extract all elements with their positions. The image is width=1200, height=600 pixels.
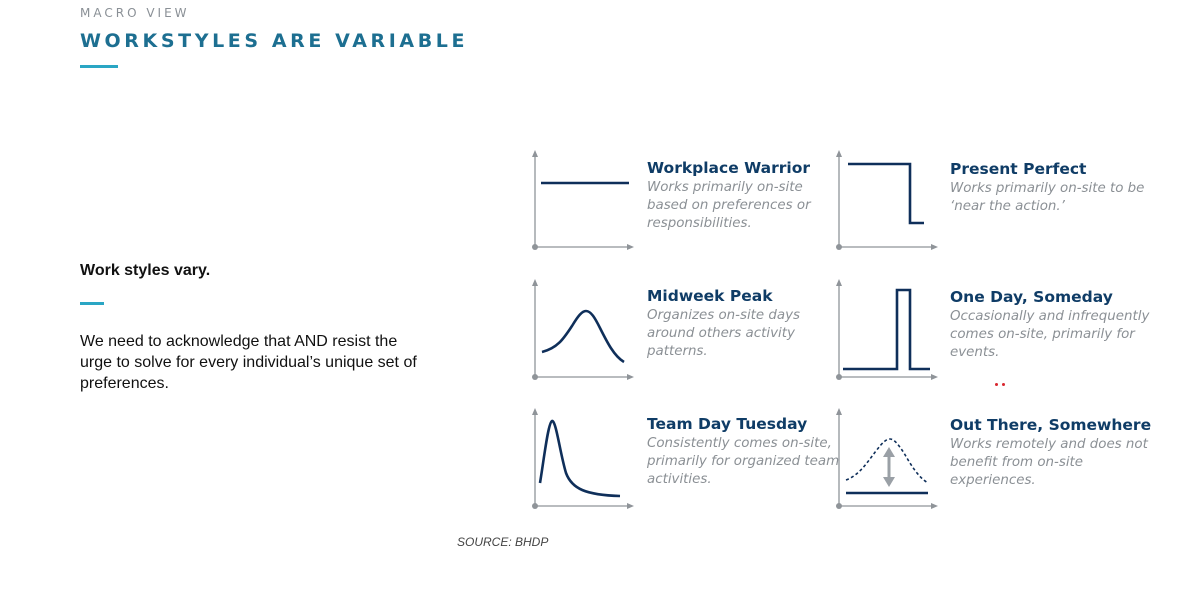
workstyle-description: Organizes on-site days around others activity patterns. — [647, 308, 801, 359]
workstyle-name: One Day, Someday — [950, 288, 1113, 306]
title-accent-rule — [80, 65, 118, 68]
page-title: WORKSTYLES ARE VARIABLE — [80, 30, 469, 52]
subhead-accent-rule — [80, 302, 104, 305]
workstyle-card-midweek-peak — [647, 287, 847, 361]
midweek-peak-chart — [530, 278, 635, 383]
workstyle-card-workplace-warrior — [647, 159, 847, 233]
team-day-tuesday-chart — [530, 407, 635, 512]
workstyle-curve — [540, 421, 620, 496]
workstyle-description: Works remotely and does not benefit from on-site experiences. — [950, 437, 1148, 488]
workstyle-description: Works primarily on-site based on preferences or responsibilities. — [647, 180, 811, 231]
workstyle-name: Present Perfect — [950, 160, 1087, 178]
workstyle-card-present-perfect — [950, 160, 1150, 216]
workstyle-name: Midweek Peak — [647, 287, 773, 305]
variable-bell-curve — [846, 439, 928, 483]
workstyle-card-one-day-someday — [950, 288, 1150, 362]
workstyle-name: Out There, Somewhere — [950, 416, 1152, 434]
workstyle-card-out-there-somewhere — [950, 416, 1150, 490]
one-day-someday-chart — [834, 278, 939, 383]
workstyle-description: Works primarily on-site to be ‘near the action.’ — [950, 181, 1145, 214]
out-there-somewhere-chart — [834, 407, 939, 512]
workstyle-description: Consistently comes on-site, primarily for organized team activities. — [647, 436, 840, 487]
workstyle-description: Occasionally and infrequently comes on-site, primarily for events. — [950, 309, 1150, 360]
chart-axes — [535, 154, 630, 247]
body-paragraph: We need to acknowledge that AND resist the urge to solve for every individual’s unique set of preferences. — [80, 333, 417, 392]
present-perfect-chart — [834, 150, 939, 255]
section-subhead: Work styles vary. — [80, 262, 211, 279]
decorative-red-dots — [995, 383, 1009, 389]
double-arrow-icon — [883, 447, 895, 487]
workstyle-curve — [843, 290, 930, 369]
workplace-warrior-chart — [530, 150, 635, 255]
workstyle-name: Workplace Warrior — [647, 159, 811, 177]
workstyle-name: Team Day Tuesday — [647, 415, 808, 433]
source-note: SOURCE: BHDP — [457, 535, 549, 549]
workstyle-curve — [848, 164, 924, 223]
eyebrow-label: MACRO VIEW — [80, 6, 190, 20]
workstyle-card-team-day-tuesday — [647, 415, 847, 489]
workstyle-curve — [542, 311, 624, 362]
